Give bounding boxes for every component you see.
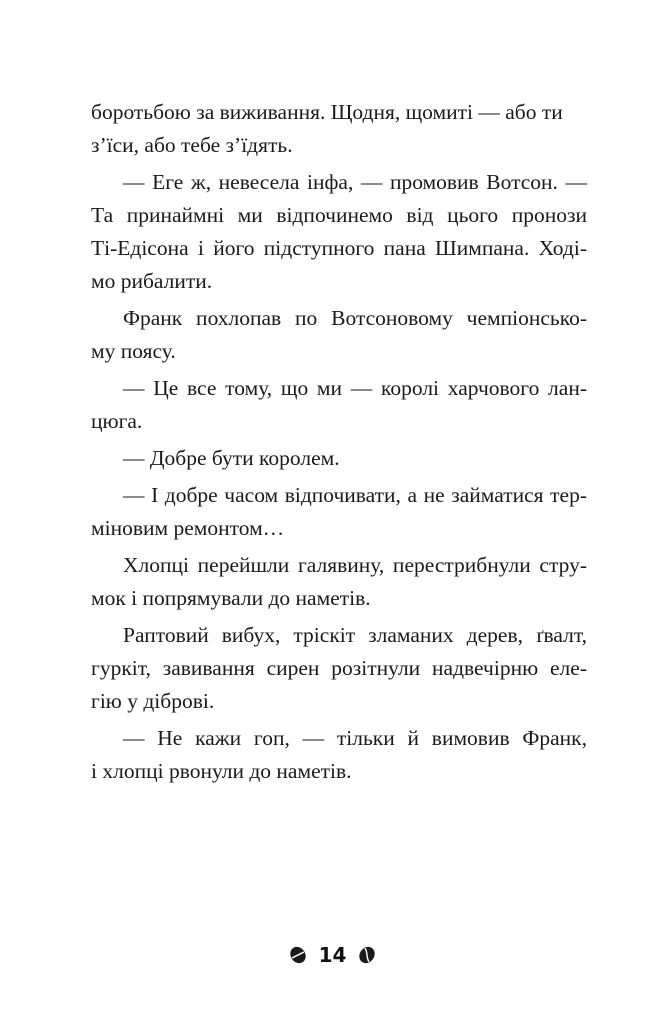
- paragraph-line: Хлопці перейшли галявину, перестрибнули стру-: [123, 553, 587, 577]
- paragraph-line: Франк похлопав по Вотсоновому чемпіонсько-: [123, 306, 587, 330]
- paragraph-line: з’їси, або тебе з’їдять.: [91, 133, 293, 157]
- coffee-bean-icon: [358, 946, 376, 964]
- paragraph-line: гуркіт, завивання сирен розітнули надвечірню еле-: [91, 656, 587, 680]
- paragraph-line: мо рибалити.: [91, 269, 213, 293]
- paragraph-line: — Еге ж, невесела інфа, — промовив Вотсон. —: [123, 170, 587, 194]
- paragraph-line: мок і попрямували до наметів.: [91, 586, 371, 610]
- page-number: 14: [318, 943, 347, 967]
- paragraph-line: міновим ремонтом…: [91, 516, 285, 540]
- paragraph-line: Ті-Едісона і його підступного пана Шимпана. Ході-: [91, 236, 587, 260]
- paragraph-line: Раптовий вибух, тріскіт зламаних дерев, ґвалт,: [123, 623, 587, 647]
- paragraph-line: цюга.: [91, 409, 143, 433]
- coffee-bean-icon: [289, 946, 307, 964]
- paragraph-line: гію у діброві.: [91, 689, 215, 713]
- paragraph-line: — Це все тому, що ми — королі харчового лан-: [123, 376, 587, 400]
- paragraph-line: му поясу.: [91, 339, 176, 363]
- paragraph-line: і хлопці рвонули до наметів.: [91, 759, 352, 783]
- paragraph-line: — Добре бути королем.: [123, 446, 340, 470]
- paragraph-line: Та принаймні ми відпочинемо від цього пронози: [91, 203, 587, 227]
- paragraph-line: — І добре часом відпочивати, а не займатися тер-: [123, 483, 587, 507]
- paragraph-line: боротьбою за виживання. Щодня, щомиті — або ти: [91, 100, 563, 124]
- page-footer: [0, 940, 665, 970]
- body-text: [91, 96, 587, 788]
- paragraph-line: — Не кажи гоп, — тільки й вимовив Франк,: [123, 726, 587, 750]
